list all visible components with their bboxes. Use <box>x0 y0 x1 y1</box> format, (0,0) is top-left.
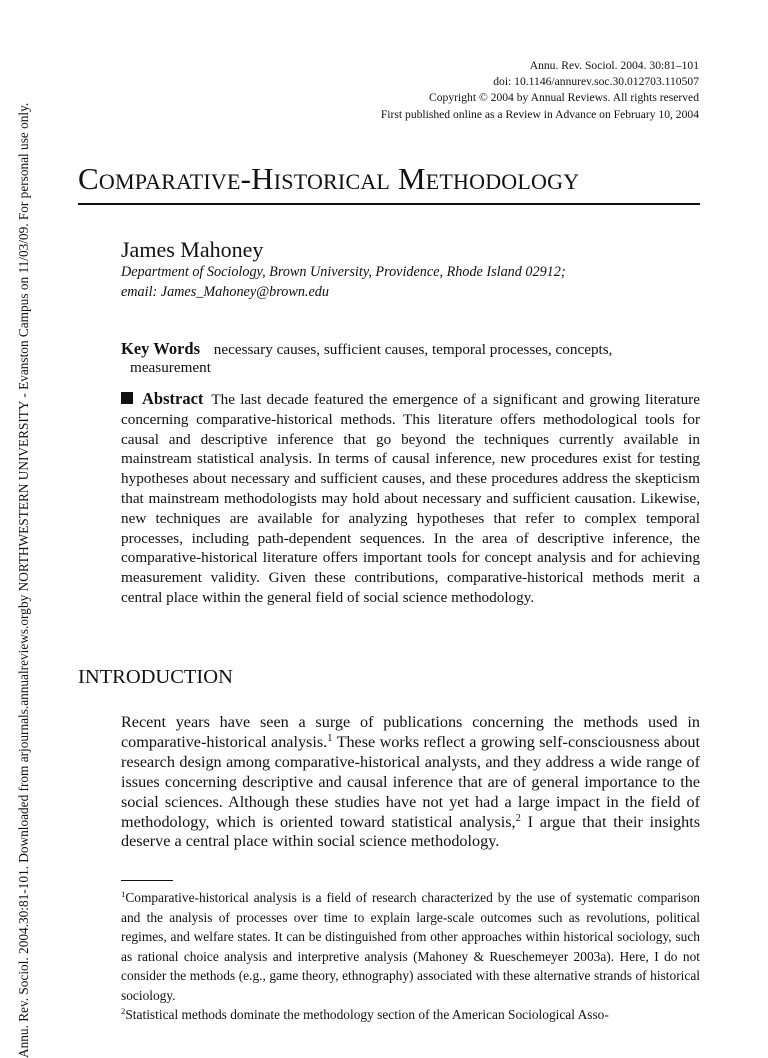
intro-paragraph <box>121 713 700 852</box>
keywords-text: necessary causes, sufficient causes, temporal processes, concepts, <box>213 341 613 358</box>
title-rule <box>78 203 700 205</box>
intro-text-3: I argue that their insights deserve a central place within social science methodology. <box>121 812 700 851</box>
doi: doi: 10.1146/annurev.soc.30.012703.110507 <box>493 75 699 89</box>
article-title: Comparative-Historical Methodology <box>78 161 580 196</box>
footnote-ref-2[interactable]: 2 <box>515 812 521 824</box>
footnote-rule <box>121 880 173 881</box>
footnote-text: Statistical methods dominate the methodology section of the American Sociological Asso- <box>125 1007 609 1022</box>
footnote-1 <box>121 888 700 1005</box>
keywords-label: Key Words <box>121 339 200 358</box>
footnote-num: 2 <box>121 1006 126 1017</box>
intro-text-2: These works reflect a growing self-consciousness about research design among comparative-historical analysts, and they address a wide range of issues concerning descriptive and causal inference that are of general importance to the social sciences. Although these studies have not yet had a large impact in the field of methodology, which is oriented toward statistical analysis, <box>121 732 701 831</box>
email-line: email: James_Mahoney@brown.edu <box>121 284 329 300</box>
abstract-label: Abstract <box>142 389 204 408</box>
footnotes <box>121 888 700 1025</box>
publication-date: First published online as a Review in Advance on February 10, 2004 <box>380 107 699 121</box>
watermark-line-2: by NORTHWESTERN UNIVERSITY - Evanston Campus on 11/03/09. For personal use only. <box>15 102 31 608</box>
footnote-ref-1[interactable]: 1 <box>327 733 333 745</box>
abstract-text: The last decade featured the emergence of a significant and growing literature concerning comparative-historical methods. This literature offers methodological tools for causal and descriptive inference that go beyond the techniques currently available in mainstream statistical analysis. In terms of causal inference, new procedures exist for testing hypotheses about necessary and sufficient causes, and these procedures address the skepticism that mainstream methodologists may hold about necessary and sufficient causation. Likewise, new techniques are available for analyzing hypotheses that refer to complex temporal processes, including path-dependent sequences. In the area of descriptive inference, the comparative-historical literature offers important tools for concept analysis and for achieving measurement validity. Given these contributions, comparative-historical methods merit a central place within the general field of social science methodology. <box>121 391 700 606</box>
bullet-square-icon <box>121 392 133 404</box>
intro-text-1: Recent years have seen a surge of publications concerning the methods used in comparative-historical analysis. <box>121 713 700 751</box>
author-name: James Mahoney <box>121 237 264 262</box>
copyright: Copyright © 2004 by Annual Reviews. All rights reserved <box>429 91 699 105</box>
journal-header <box>381 58 699 123</box>
abstract <box>121 389 700 608</box>
keywords-text-cont: measurement <box>130 359 211 376</box>
affiliation-line: Department of Sociology, Brown University, Providence, Rhode Island 02912; <box>121 264 566 280</box>
download-watermark <box>0 102 46 1058</box>
watermark-line-1: Annu. Rev. Sociol. 2004.30:81-101. Downloaded from arjournals.annualreviews.org <box>15 607 31 1058</box>
footnote-2 <box>121 1005 700 1025</box>
author-affiliation <box>121 262 566 302</box>
footnote-num: 1 <box>121 889 126 900</box>
section-heading: INTRODUCTION <box>78 666 233 688</box>
keywords <box>121 340 701 377</box>
citation: Annu. Rev. Sociol. 2004. 30:81–101 <box>529 59 699 72</box>
footnote-text: Comparative-historical analysis is a field of research characterized by the use of systematic comparison and the analysis of processes over time to explain large-scale outcomes such as revolutions, political regimes, and welfare states. It can be distinguished from other approaches within historical sociology, such as rational choice analysis and interpretive analysis (Mahoney & Rueschemeyer 2003a). Here, I do not consider the methods (e.g., game theory, ethnography) associated with these alternative strands of historical sociology. <box>121 890 700 1003</box>
